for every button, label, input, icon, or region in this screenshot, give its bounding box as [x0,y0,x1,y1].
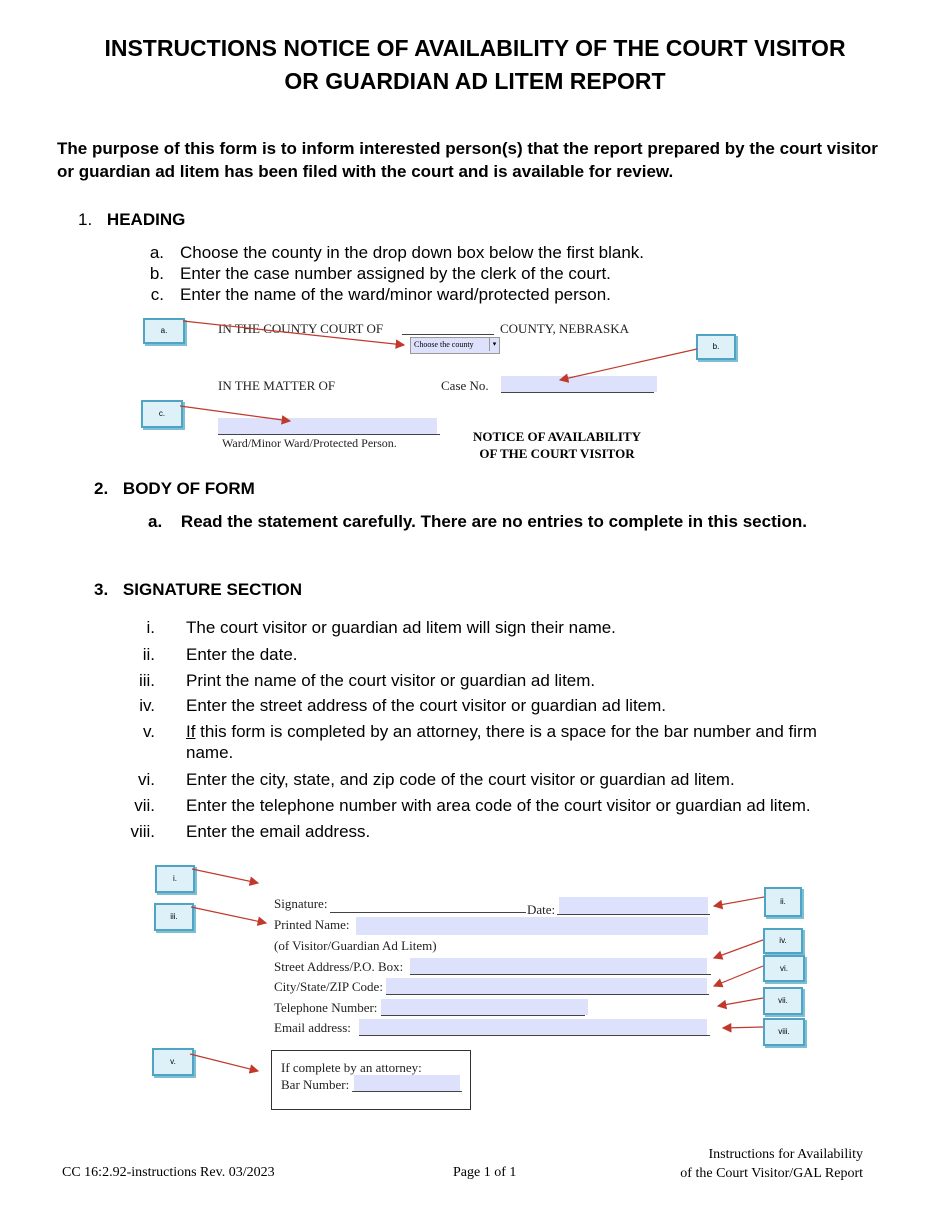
section-3-title: SIGNATURE SECTION [122,580,303,599]
bar-number-underline [352,1091,462,1092]
section-3-number: 3. [94,580,109,599]
callout-iii: iii. [154,903,194,931]
list-item: vii. Enter the telephone number with area code of the court visitor or guardian ad litem. [134,796,811,815]
footer-right [620,1145,863,1183]
section-1-heading [78,210,185,230]
attorney-box [271,1050,471,1110]
list-item: c. Enter the name of the ward/minor ward/protected person. [150,285,611,304]
footer-form-id: CC 16:2.92-instructions Rev. 03/2023 [62,1165,275,1180]
callout-ii: ii. [764,887,802,917]
title-line-1: INSTRUCTIONS NOTICE OF AVAILABILITY OF THE COURT VISITOR [104,35,846,61]
city-field[interactable] [386,978,707,994]
attorney-label: If complete by an attorney: [281,1060,422,1075]
court-suffix: COUNTY, NEBRASKA [500,321,630,336]
chevron-down-icon: ▾ [489,338,499,351]
arrow-ii [714,897,764,906]
section-2-item [148,512,807,532]
section-1-title: HEADING [106,210,186,229]
ward-name-underline [218,434,440,435]
street-field[interactable] [410,958,707,974]
section-2-heading [94,479,255,499]
street-underline [410,974,711,975]
county-select[interactable] [410,337,500,354]
list-item: viii. Enter the email address. [130,822,371,841]
telephone-underline [381,1015,585,1016]
signature-label: Signature: [274,896,328,911]
date-field[interactable] [559,897,708,914]
section-2-item-text: Read the statement carefully. There are no entries to complete in this section. [180,512,807,531]
notice-line-2: OF THE COURT VISITOR [479,446,635,461]
county-underline [402,334,494,335]
callout-v: v. [152,1048,194,1076]
city-label: City/State/ZIP Code: [274,979,383,994]
section-1-list [140,242,644,305]
ward-label: Ward/Minor Ward/Protected Person. [222,436,397,450]
date-underline [557,914,710,915]
printed-name-field[interactable] [356,917,708,935]
callout-a: a. [143,318,185,344]
notice-line-1: NOTICE OF AVAILABILITY [472,429,642,444]
list-item: vi. Enter the city, state, and zip code of the court visitor or guardian ad litem. [138,770,735,789]
bar-number-field[interactable] [354,1075,460,1091]
section-1-number: 1. [78,210,93,229]
callout-vi: vi. [763,955,805,982]
case-number-underline [501,392,654,393]
arrow-i [192,869,258,883]
date-label: Date: [527,902,556,917]
list-item: v. If this form is completed by an attorney, there is a space for the bar number and firm name. [143,722,817,762]
signature-line [330,912,526,913]
arrow-viii [723,1027,763,1028]
email-field[interactable] [359,1019,707,1035]
footer-right-line-1: Instructions for Availability [708,1147,863,1162]
of-visitor-label: (of Visitor/Guardian Ad Litem) [274,938,437,953]
case-no-label: Case No. [441,378,489,393]
list-item: a. Choose the county in the drop down box below the first blank. [149,243,645,262]
telephone-label: Telephone Number: [274,1000,378,1015]
case-number-field[interactable] [501,376,657,392]
page-title [0,32,950,98]
section-2-title: BODY OF FORM [122,479,255,498]
section-3-heading [94,580,302,600]
callout-vii: vii. [763,987,803,1015]
callout-i: i. [155,865,195,893]
email-label: Email address: [274,1020,351,1035]
purpose-statement: The purpose of this form is to inform interested person(s) that the report prepared by the court visitor or guardian ad litem has been filed with the court and is available for review. [57,139,878,181]
list-item: ii. Enter the date. [142,645,298,664]
arrow-iv [714,940,763,958]
street-label: Street Address/P.O. Box: [274,959,404,974]
callout-viii: viii. [763,1018,805,1046]
footer-right-line-2: of the Court Visitor/GAL Report [680,1166,863,1181]
list-item: i. The court visitor or guardian ad litem will sign their name. [146,618,616,637]
arrow-iii [191,907,266,923]
court-prefix: IN THE COUNTY COURT OF [218,321,384,336]
section-2-number: 2. [94,479,109,498]
telephone-field[interactable] [381,999,588,1015]
callout-c: c. [141,400,183,428]
arrow-vi [714,966,763,986]
section-3-list [125,617,885,847]
email-underline [359,1035,710,1036]
list-item: iii. Print the name of the court visitor or guardian ad litem. [138,671,596,690]
title-line-2: OR GUARDIAN AD LITEM REPORT [284,68,666,94]
printed-name-label: Printed Name: [274,917,350,932]
matter-of-label: IN THE MATTER OF [218,378,336,393]
section-2-item-marker: a. [148,512,163,531]
arrow-v [190,1054,258,1071]
notice-title [462,428,652,462]
arrow-vii [718,998,763,1006]
city-underline [386,994,709,995]
county-select-value: Choose the county [414,340,474,349]
list-item: b. Enter the case number assigned by the clerk of the court. [149,264,611,283]
bar-number-label: Bar Number: [281,1077,350,1092]
callout-iv: iv. [763,928,803,954]
ward-name-field[interactable] [218,418,437,435]
list-item: iv. Enter the street address of the court visitor or guardian ad litem. [139,696,667,715]
callout-b: b. [696,334,736,360]
footer-page-number: Page 1 of 1 [453,1165,517,1180]
